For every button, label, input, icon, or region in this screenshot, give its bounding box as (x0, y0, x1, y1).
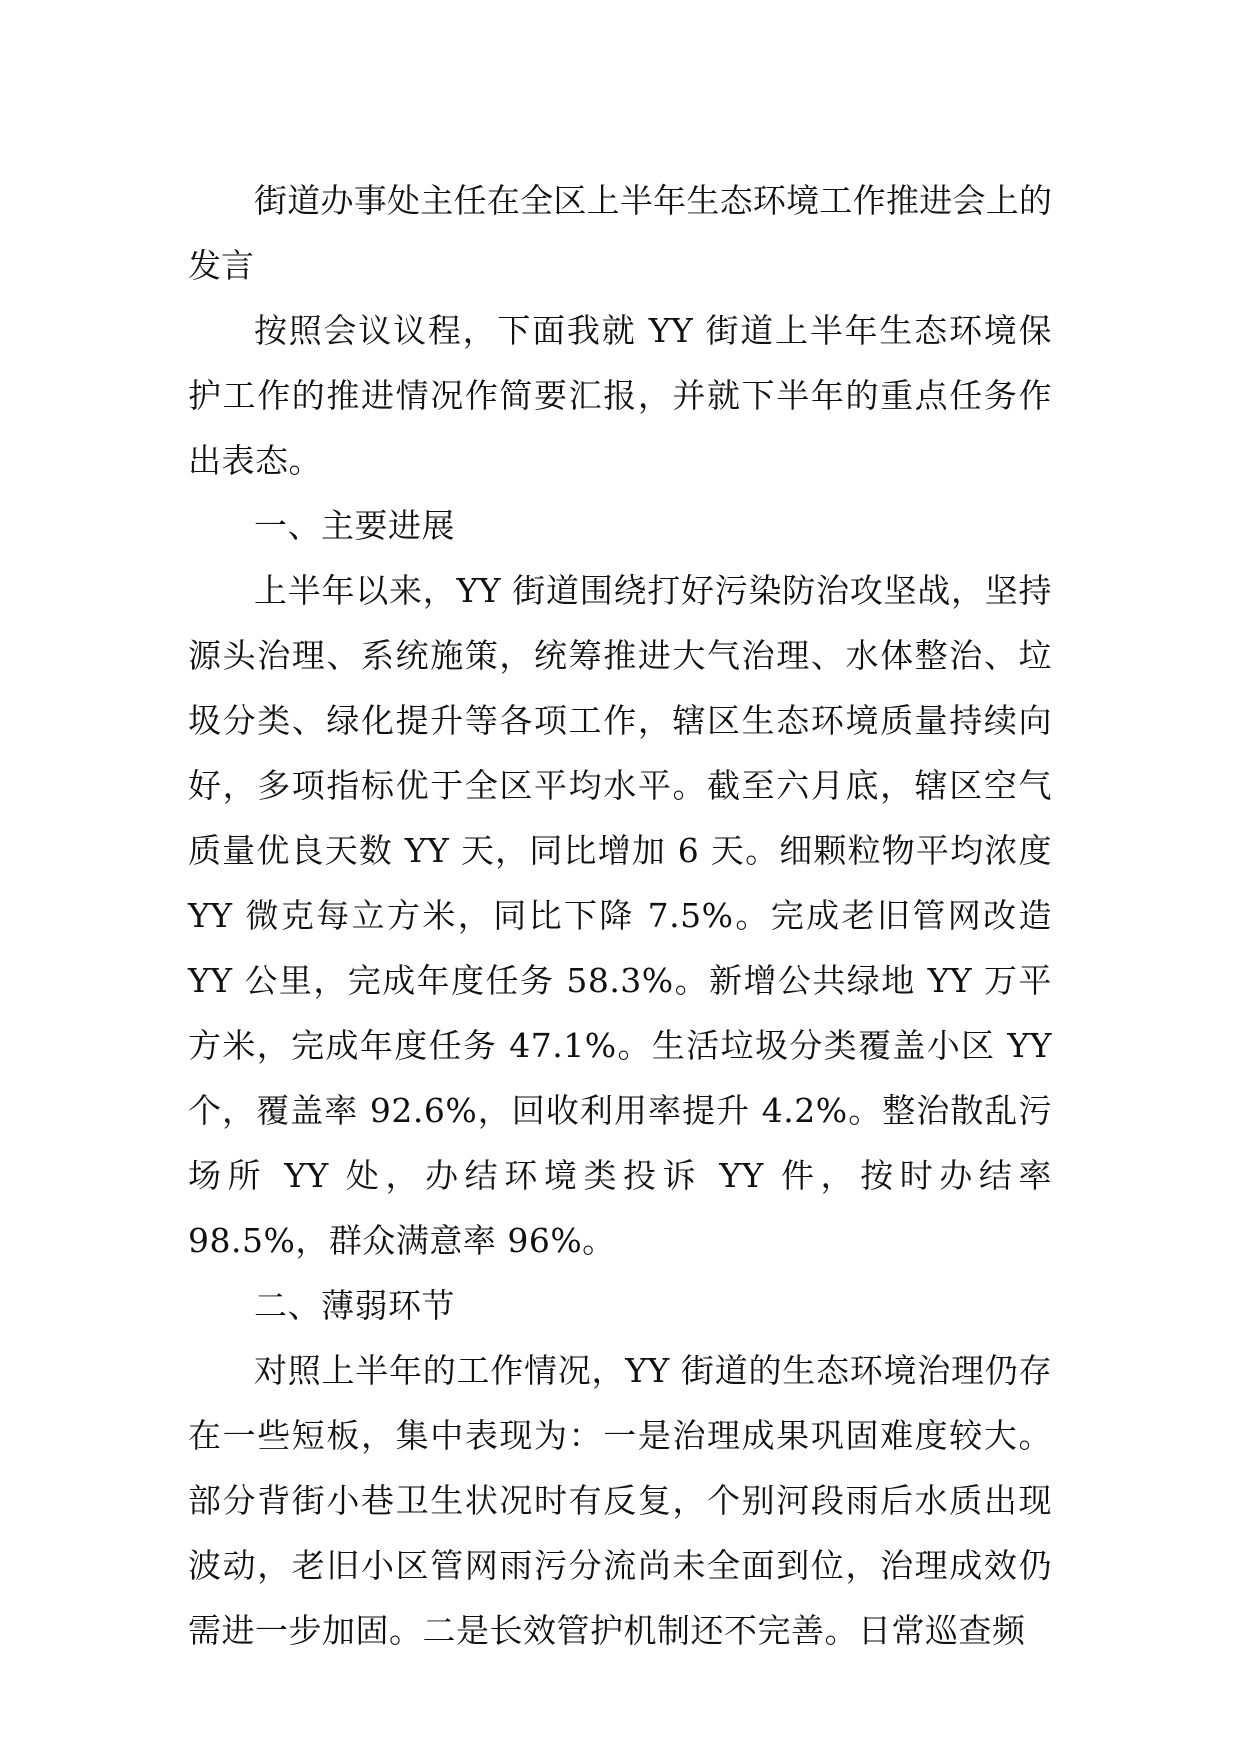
weaknesses-paragraph: 对照上半年的工作情况，YY 街道的生态环境治理仍存在一些短板，集中表现为：一是治理成果巩固难度较大。部分背街小巷卫生状况时有反复，个别河段雨后水质出现波动，老旧小区管网雨污分流尚未全面到位，治理成效仍需进一步加固。二是长效管护机制还不完善。日常巡查频 (188, 1351, 1052, 1650)
section-heading-weaknesses: 二、薄弱环节 (254, 1286, 455, 1325)
progress-paragraph: 上半年以来，YY 街道围绕打好污染防治攻坚战，坚持源头治理、系统施策，统筹推进大气治理、水体整治、垃圾分类、绿化提升等各项工作，辖区生态环境质量持续向好，多项指标优于全区平均水平。截至六月底，辖区空气质量优良天数 YY 天，同比增加 6 天。细颗粒物平均浓度 YY 微克每立方米，同比下降 7.5%。完成老旧管网改造 YY 公里，完成年度任务 58.3%。新增公共绿地 YY 万平方米，完成年度任务 47.1%。生活垃圾分类覆盖小区 YY 个，覆盖率 92.6%，回收利用率提升 4.2%。整治散乱污场所 YY 处，办结环境类投诉 YY 件，按时办结率 98.5%，群众满意率 96%。 (188, 571, 1052, 1260)
document-title: 街道办事处主任在全区上半年生态环境工作推进会上的发言 (188, 181, 1052, 285)
intro-paragraph: 按照会议议程，下面我就 YY 街道上半年生态环境保护工作的推进情况作简要汇报，并就下半年的重点任务作出表态。 (188, 311, 1052, 480)
section-heading-progress: 一、主要进展 (254, 506, 455, 545)
document-body (188, 168, 1052, 1663)
